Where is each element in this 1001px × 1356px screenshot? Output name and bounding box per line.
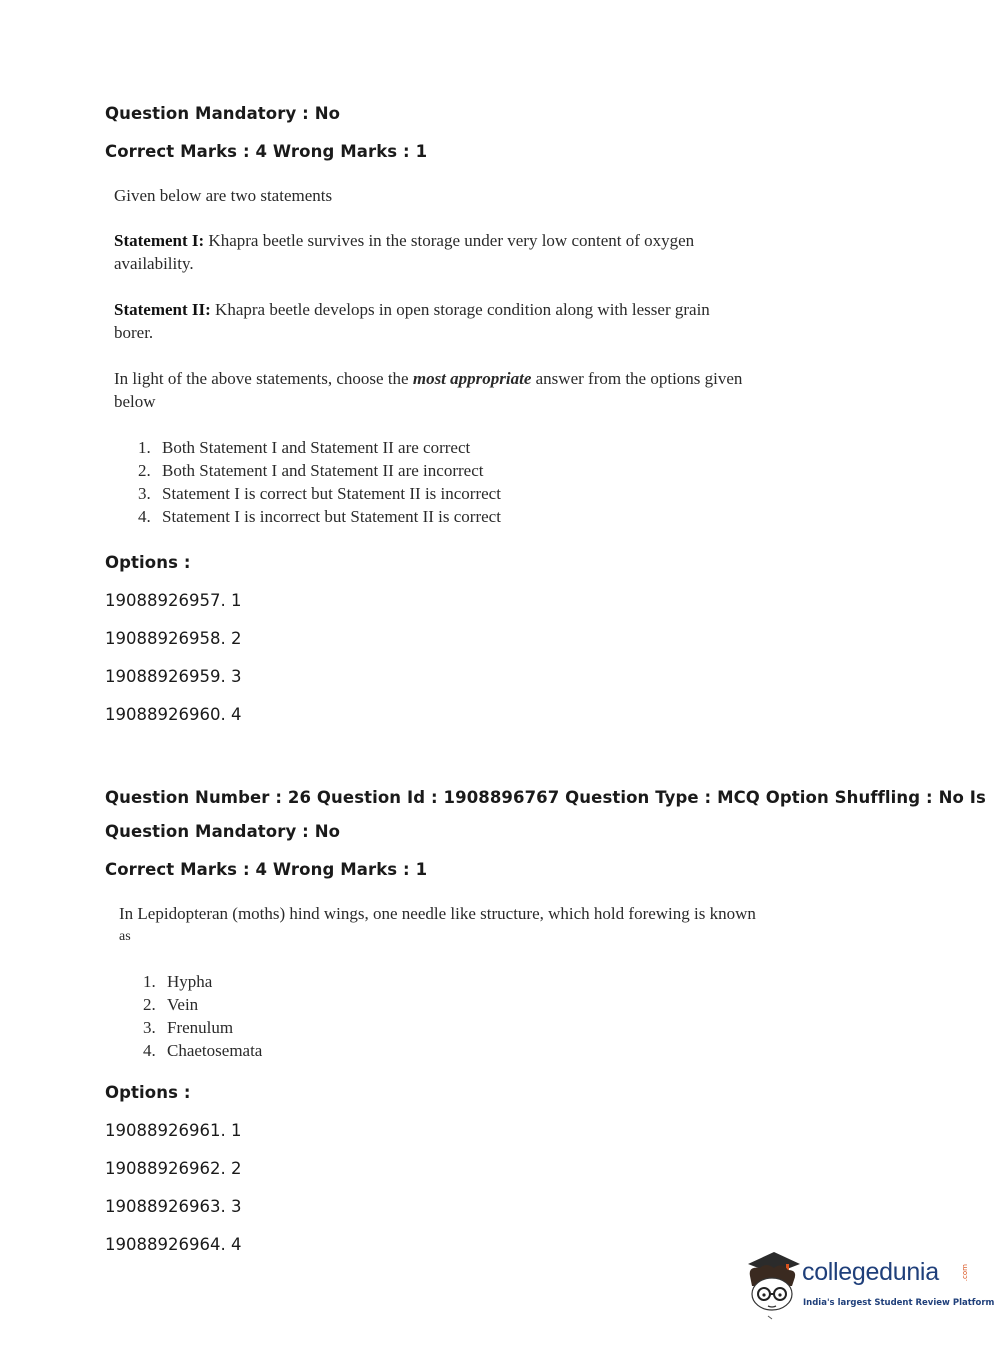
q26-stem-text-cont: as <box>119 929 131 944</box>
q25-options-label: Options : <box>105 553 191 572</box>
q26-header: Question Number : 26 Question Id : 1908896767 Question Type : MCQ Option Shuffling : No Is <box>105 788 986 807</box>
list-item: 3. Frenulum <box>143 1018 234 1037</box>
q25-option-1: 19088926957. 1 <box>105 591 242 610</box>
instruction-emphasis: most appropriate <box>412 369 532 388</box>
q25-option-3: 19088926959. 3 <box>105 667 242 686</box>
q26-option-3: 19088926963. 3 <box>105 1197 242 1216</box>
q25-option-2: 19088926958. 2 <box>105 629 242 648</box>
statement-2-label: Statement II: <box>114 300 211 319</box>
instruction-text-end: answer from the options given <box>535 369 743 388</box>
q25-statement-1 <box>114 229 694 275</box>
q26-mandatory: Question Mandatory : No <box>105 822 341 841</box>
list-item: 2. Both Statement I and Statement II are incorrect <box>138 461 484 480</box>
q26-option-2: 19088926962. 2 <box>105 1159 242 1178</box>
list-item: 2. Vein <box>143 995 199 1014</box>
q26-option-1: 19088926961. 1 <box>105 1121 242 1140</box>
list-item: 4. Chaetosemata <box>143 1041 263 1060</box>
q25-instruction <box>114 367 742 413</box>
q25-choice-list <box>138 436 538 528</box>
instruction-text-cont: below <box>114 392 156 411</box>
statement-1-text-cont: availability. <box>114 254 194 273</box>
instruction-text: In light of the above statements, choose the <box>114 369 409 388</box>
statement-1-label: Statement I: <box>114 231 205 250</box>
statement-1-text: Khapra beetle survives in the storage under very low content of oxygen <box>208 231 695 250</box>
list-item: 4. Statement I is incorrect but Statement II is correct <box>138 507 501 526</box>
logo-com: .com <box>961 1264 969 1282</box>
q26-options-label: Options : <box>105 1083 191 1102</box>
logo-tagline: India's largest Student Review Platform <box>803 1298 995 1308</box>
q26-option-4: 19088926964. 4 <box>105 1235 242 1254</box>
list-item: 1. Hypha <box>143 972 213 991</box>
mascot-icon <box>742 1250 804 1320</box>
q25-intro: Given below are two statements <box>114 186 333 205</box>
logo-wordmark: collegedunia <box>802 1258 939 1286</box>
list-item: 1. Both Statement I and Statement II are correct <box>138 438 471 457</box>
statement-2-text-cont: borer. <box>114 323 154 342</box>
q26-choice-list <box>143 970 343 1062</box>
q25-marks: Correct Marks : 4 Wrong Marks : 1 <box>105 142 428 161</box>
collegedunia-logo <box>742 1250 995 1320</box>
list-item: 3. Statement I is correct but Statement II is incorrect <box>138 484 501 503</box>
q26-marks: Correct Marks : 4 Wrong Marks : 1 <box>105 860 428 879</box>
q25-mandatory: Question Mandatory : No <box>105 104 341 123</box>
q25-stem <box>114 184 332 207</box>
q25-option-4: 19088926960. 4 <box>105 705 242 724</box>
statement-2-text: Khapra beetle develops in open storage condition along with lesser grain <box>215 300 710 319</box>
q26-stem <box>119 902 756 948</box>
q25-statement-2 <box>114 298 710 344</box>
q26-stem-text: In Lepidopteran (moths) hind wings, one needle like structure, which hold forewing is known <box>119 904 756 923</box>
